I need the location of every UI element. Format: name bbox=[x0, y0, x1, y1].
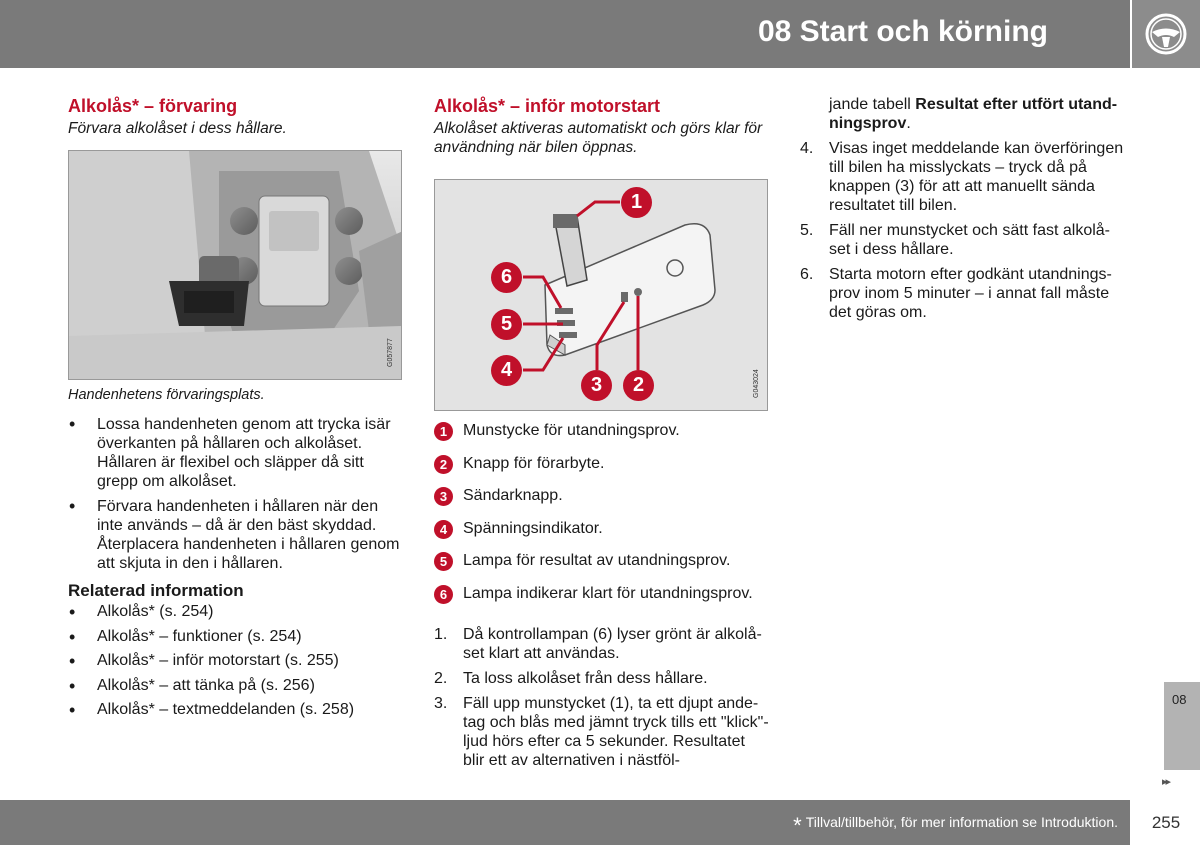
handset-diagram bbox=[434, 179, 768, 411]
column-before-start bbox=[434, 95, 770, 776]
legend-text: Lampa för resultat av utandningsprov. bbox=[463, 552, 731, 570]
step-item bbox=[434, 694, 770, 770]
related-link[interactable]: • Alkolås* – att tänka på (s. 256) bbox=[68, 675, 408, 700]
related-link[interactable]: • Alkolås* – funktioner (s. 254) bbox=[68, 626, 408, 651]
step-number: 1. bbox=[434, 625, 448, 643]
step-text: Då kontrollampan (6) lyser grönt är alkolå- set klart att användas. bbox=[463, 625, 762, 662]
callout-2: 2 bbox=[623, 370, 654, 401]
column-continued bbox=[800, 95, 1130, 328]
footnote-text: Tillval/tillbehör, för mer information se Introduktion. bbox=[805, 814, 1118, 830]
step-text: Starta motorn efter godkänt utandnings- prov inom 5 minuter – i annat fall måste det göras om. bbox=[829, 266, 1112, 321]
legend-text: Knapp för förarbyte. bbox=[463, 454, 605, 472]
procedure-steps bbox=[434, 625, 770, 770]
step-number: 6. bbox=[800, 266, 814, 283]
legend-badge: 6 bbox=[434, 585, 453, 604]
section-heading-storage: Alkolås* – förvaring bbox=[68, 96, 238, 116]
related-info-heading: Relaterad information bbox=[68, 581, 244, 600]
callout-4: 4 bbox=[491, 355, 522, 386]
continued-text-start: jande tabell bbox=[829, 96, 916, 113]
legend-item bbox=[434, 519, 770, 552]
step-item bbox=[434, 669, 770, 688]
chapter-header bbox=[0, 0, 1130, 68]
page-number: 255 bbox=[1132, 800, 1200, 845]
step-number: 5. bbox=[800, 222, 814, 239]
legend-badge: 4 bbox=[434, 520, 453, 539]
legend-item bbox=[434, 454, 770, 487]
related-info-list bbox=[68, 601, 408, 724]
procedure-steps-continued bbox=[800, 139, 1130, 322]
callout-6: 6 bbox=[491, 262, 522, 293]
related-link[interactable]: • Alkolås* – inför motorstart (s. 255) bbox=[68, 650, 408, 675]
photo-caption: Handenhetens förvaringsplats. bbox=[68, 387, 265, 403]
footnote bbox=[793, 813, 1118, 839]
footnote-star: * bbox=[793, 813, 802, 838]
continued-text bbox=[800, 95, 1130, 133]
step-item bbox=[800, 221, 1130, 259]
legend-item bbox=[434, 551, 770, 584]
step-item bbox=[800, 265, 1130, 322]
legend-text: Munstycke för utandningsprov. bbox=[463, 422, 680, 439]
legend-badge: 1 bbox=[434, 422, 453, 441]
legend-badge: 3 bbox=[434, 487, 453, 506]
legend-badge: 2 bbox=[434, 455, 453, 474]
step-text: Ta loss alkolåset från dess hållare. bbox=[463, 669, 708, 687]
legend-item bbox=[434, 421, 770, 454]
table-reference: Resultat efter utfört utand- ningsprov bbox=[829, 96, 1118, 132]
section-subtitle-before-start: Alkolåset aktiveras automatiskt och görs klar för användning när bilen öppnas. bbox=[434, 120, 763, 156]
step-number: 2. bbox=[434, 669, 448, 687]
step-number: 3. bbox=[434, 694, 448, 712]
legend-text: Lampa indikerar klart för utandningsprov. bbox=[463, 584, 753, 602]
column-storage bbox=[68, 95, 408, 724]
list-item: • Förvara handenheten i hållaren när den inte används – då är den bäst skyddad. Återplacera handenheten i hållaren genom att skjuta in den i hållaren. bbox=[68, 497, 408, 573]
list-item: • Lossa handenheten genom att trycka isär överkanten på hållaren och alkolåset. Hållaren är flexibel och släpper då sitt grepp om alkolåset. bbox=[68, 415, 408, 491]
step-text: Fäll upp munstycket (1), ta ett djupt ande- tag och blås med jämnt tryck tills ett "klick"-ljud hörs efter ca 5 sekunder. Resultatet blir ett av alternativen i nästföl- bbox=[463, 694, 769, 769]
related-link[interactable]: • Alkolås* (s. 254) bbox=[68, 601, 408, 626]
legend-item bbox=[434, 486, 770, 519]
diagram-id: G043024 bbox=[753, 369, 760, 398]
page-footer bbox=[0, 800, 1130, 845]
section-subtitle-storage: Förvara alkolåset i dess hållare. bbox=[68, 120, 287, 137]
step-text: Visas inget meddelande kan överföringen till bilen ha misslyckats – tryck då på knappen (3) för att att manuellt sända resultatet till bilen. bbox=[829, 140, 1124, 214]
steering-wheel-icon bbox=[1144, 12, 1188, 56]
continued-text-end: . bbox=[906, 115, 911, 132]
legend-text: Spänningsindikator. bbox=[463, 519, 603, 537]
section-heading-before-start: Alkolås* – inför motorstart bbox=[434, 96, 661, 116]
related-link[interactable]: • Alkolås* – textmeddelanden (s. 258) bbox=[68, 699, 408, 724]
callout-3: 3 bbox=[581, 370, 612, 401]
step-number: 4. bbox=[800, 140, 814, 157]
step-item bbox=[434, 625, 770, 663]
chapter-icon-box bbox=[1132, 0, 1200, 68]
callout-1: 1 bbox=[621, 187, 652, 218]
next-page-arrows-icon[interactable]: ▸▸ bbox=[1162, 776, 1170, 788]
chapter-side-tab[interactable] bbox=[1164, 682, 1200, 770]
callout-5: 5 bbox=[491, 309, 522, 340]
step-item bbox=[800, 139, 1130, 215]
legend-text: Sändarknapp. bbox=[463, 487, 563, 505]
holder-photo bbox=[68, 150, 402, 380]
photo-id: G057877 bbox=[387, 338, 394, 367]
step-text: Fäll ner munstycket och sätt fast alkolå- set i dess hållare. bbox=[829, 222, 1110, 258]
instruction-bullets bbox=[68, 415, 408, 573]
diagram-legend bbox=[434, 421, 770, 617]
side-tab-label: 08 bbox=[1172, 692, 1187, 707]
dashboard-illustration bbox=[69, 151, 402, 380]
legend-item bbox=[434, 584, 770, 617]
chapter-title: 08 Start och körning bbox=[757, 15, 1048, 48]
legend-badge: 5 bbox=[434, 552, 453, 571]
